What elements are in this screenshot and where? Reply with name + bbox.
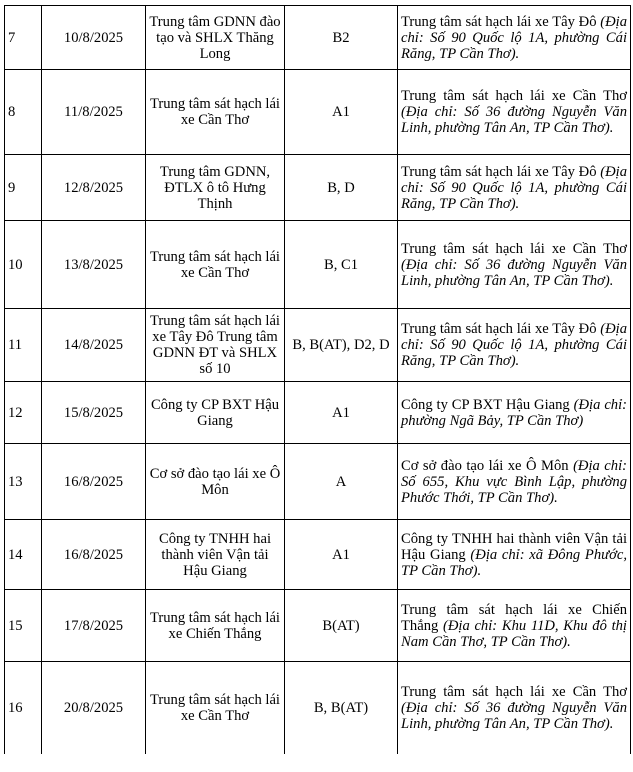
- training-unit: Trung tâm sát hạch lái xe Cần Thơ: [146, 221, 285, 309]
- exam-date: 13/8/2025: [42, 221, 146, 309]
- exam-date: 12/8/2025: [42, 155, 146, 221]
- location-address: (Địa chỉ: Số 90 Quốc lộ 1A, phường Cái Răng, TP Cần Thơ).: [401, 321, 627, 369]
- row-number: 7: [5, 6, 42, 70]
- table-row: [5, 590, 631, 662]
- table-row: [5, 221, 631, 309]
- license-class: B, D: [285, 155, 398, 221]
- location-name: Trung tâm sát hạch lái xe Cần Thơ: [401, 683, 627, 700]
- table-row: [5, 520, 631, 590]
- license-class: B2: [285, 6, 398, 70]
- training-unit: Công ty TNHH hai thành viên Vận tải Hậu Giang: [146, 520, 285, 590]
- row-number: 14: [5, 520, 42, 590]
- training-unit: Trung tâm GDNN, ĐTLX ô tô Hưng Thịnh: [146, 155, 285, 221]
- license-class: A1: [285, 520, 398, 590]
- exam-location: [398, 70, 631, 155]
- location-address: (Địa chỉ: phường Ngã Bảy, TP Cần Thơ): [401, 396, 628, 429]
- location-address: (Địa chỉ: Số 36 đường Nguyễn Văn Linh, phường Tân An, TP Cần Thơ).: [401, 699, 627, 732]
- location-address: (Địa chỉ: Số 36 đường Nguyễn Văn Linh, phường Tân An, TP Cần Thơ).: [401, 256, 627, 289]
- location-name: Trung tâm sát hạch lái xe Tây Đô: [401, 13, 597, 30]
- location-address: (Địa chỉ: Số 655, Khu vực Bình Lập, phường Phước Thới, TP Cần Thơ).: [401, 457, 627, 506]
- row-number: 8: [5, 70, 42, 155]
- license-class: A1: [285, 70, 398, 155]
- exam-location: [398, 444, 631, 520]
- exam-location: [398, 221, 631, 309]
- row-number: 10: [5, 221, 42, 309]
- row-number: 16: [5, 662, 42, 754]
- table-row: [5, 444, 631, 520]
- license-class: B, B(AT), D2, D: [285, 309, 398, 382]
- location-name: Công ty TNHH hai thành viên Vận tải Hậu Giang: [401, 530, 627, 563]
- table-row: [5, 309, 631, 382]
- location-name: Trung tâm sát hạch lái xe Cần Thơ: [401, 88, 627, 104]
- exam-location: [398, 6, 631, 70]
- location-name: Trung tâm sát hạch lái xe Chiến Thắng: [401, 601, 627, 634]
- location-name: Trung tâm sát hạch lái xe Cần Thơ: [401, 240, 627, 257]
- exam-date: 20/8/2025: [42, 662, 146, 754]
- exam-schedule-table: [4, 5, 631, 754]
- table-row: [5, 662, 631, 754]
- exam-location: [398, 382, 631, 444]
- row-number: 13: [5, 444, 42, 520]
- training-unit: Trung tâm sát hạch lái xe Tây Đô Trung tâm GDNN ĐT và SHLX số 10: [146, 309, 285, 382]
- training-unit: Cơ sở đào tạo lái xe Ô Môn: [146, 444, 285, 520]
- exam-location: [398, 309, 631, 382]
- exam-date: 16/8/2025: [42, 444, 146, 520]
- license-class: B(AT): [285, 590, 398, 662]
- training-unit: Trung tâm GDNN đào tạo và SHLX Thăng Long: [146, 6, 285, 70]
- table-row: [5, 6, 631, 70]
- location-address: (Địa chỉ: Số 90 Quốc lộ 1A, phường Cái Răng, TP Cần Thơ).: [401, 13, 627, 62]
- training-unit: Trung tâm sát hạch lái xe Chiến Thắng: [146, 590, 285, 662]
- location-name: Công ty CP BXT Hậu Giang: [401, 396, 570, 413]
- training-unit: Trung tâm sát hạch lái xe Cần Thơ: [146, 70, 285, 155]
- license-class: A: [285, 444, 398, 520]
- exam-date: 17/8/2025: [42, 590, 146, 662]
- location-address: (Địa chỉ: Số 90 Quốc lộ 1A, phường Cái Răng, TP Cần Thơ).: [401, 163, 627, 212]
- exam-date: 10/8/2025: [42, 6, 146, 70]
- location-name: Cơ sở đào tạo lái xe Ô Môn: [401, 457, 569, 474]
- exam-date: 15/8/2025: [42, 382, 146, 444]
- exam-location: [398, 590, 631, 662]
- training-unit: Công ty CP BXT Hậu Giang: [146, 382, 285, 444]
- license-class: B, C1: [285, 221, 398, 309]
- exam-date: 14/8/2025: [42, 309, 146, 382]
- exam-location: [398, 662, 631, 754]
- row-number: 12: [5, 382, 42, 444]
- exam-date: 11/8/2025: [42, 70, 146, 155]
- table-row: [5, 70, 631, 155]
- location-address: (Địa chỉ: Số 36 đường Nguyễn Văn Linh, phường Tân An, TP Cần Thơ).: [401, 104, 627, 136]
- license-class: A1: [285, 382, 398, 444]
- location-address: (Địa chỉ: xã Đông Phước, TP Cần Thơ).: [401, 546, 627, 579]
- table-row: [5, 155, 631, 221]
- exam-location: [398, 520, 631, 590]
- row-number: 9: [5, 155, 42, 221]
- location-name: Trung tâm sát hạch lái xe Tây Đô: [401, 163, 597, 180]
- license-class: B, B(AT): [285, 662, 398, 754]
- row-number: 11: [5, 309, 42, 382]
- training-unit: Trung tâm sát hạch lái xe Cần Thơ: [146, 662, 285, 754]
- table-row: [5, 382, 631, 444]
- exam-location: [398, 155, 631, 221]
- location-name: Trung tâm sát hạch lái xe Tây Đô: [401, 321, 597, 337]
- exam-date: 16/8/2025: [42, 520, 146, 590]
- location-address: (Địa chỉ: Khu 11D, Khu đô thị Nam Cần Thơ, TP Cần Thơ).: [401, 617, 627, 650]
- row-number: 15: [5, 590, 42, 662]
